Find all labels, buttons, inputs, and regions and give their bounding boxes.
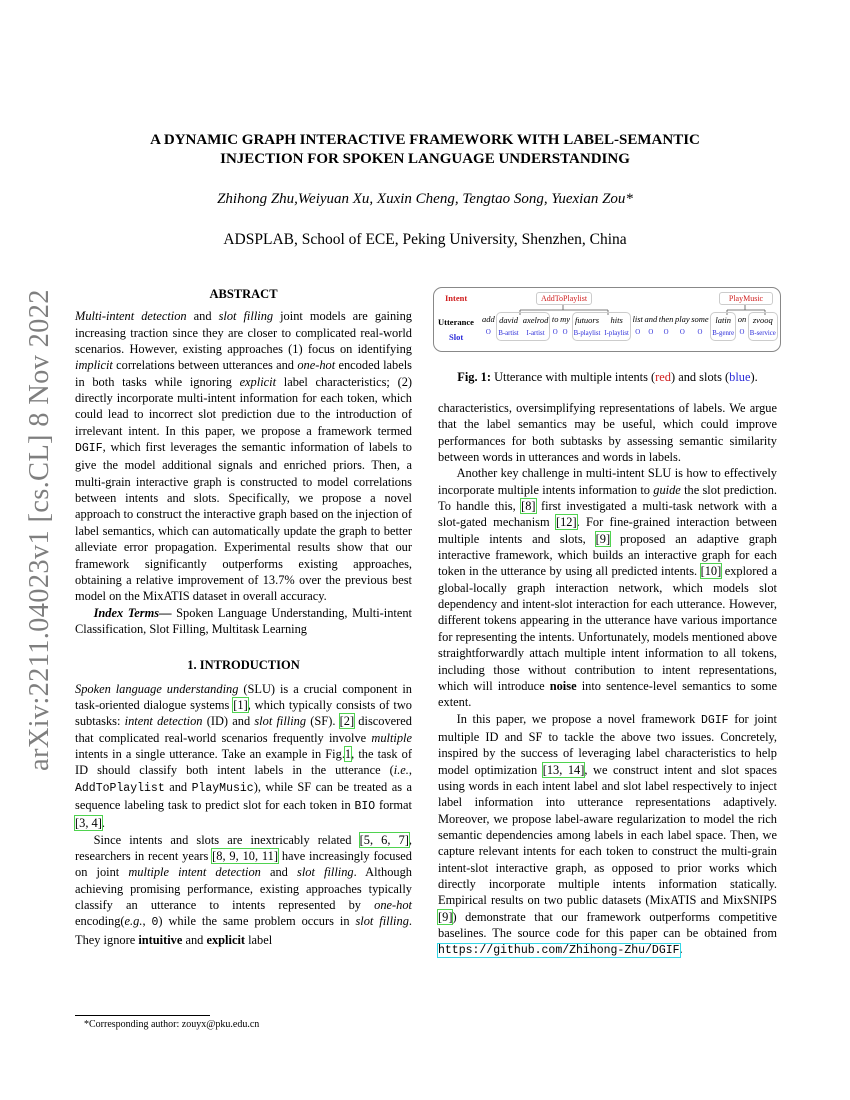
token-slot-label: O <box>562 329 568 336</box>
text-run: , researchers in recent years <box>75 832 413 863</box>
token <box>644 312 657 341</box>
code-term: PlayMusic <box>191 781 254 795</box>
text-run: , <box>408 763 412 778</box>
footnote: *Corresponding author: zouyx@pku.edu.cn <box>84 1019 260 1030</box>
token <box>498 313 518 340</box>
text-run: characteristics, oversimplifying representations of labels. We argue that the label semantics may be useful, which could improve performances for both subtasks by assessing semantic similarity between words in utterances and words in labels. <box>438 401 777 465</box>
text-run: implicit <box>75 358 113 373</box>
token-word: add <box>482 314 495 324</box>
paragraph <box>75 605 412 638</box>
token-slot-label: I-playlist <box>604 330 629 337</box>
text-run: ) demonstrate that our framework outperforms competitive baselines. The source code for this paper can be obtained from <box>438 909 777 940</box>
token-group <box>482 312 495 341</box>
token-slot-label: O <box>663 329 669 336</box>
token-word: zvooq <box>752 315 773 325</box>
text-run: correlations between utterances and <box>112 358 298 373</box>
text-run: . For fine-grained interaction between multiple intents and slots, <box>438 515 777 546</box>
text-run: slot filling <box>218 309 274 324</box>
citation-link[interactable]: [8, 9, 10, 11] <box>212 849 278 863</box>
citation-link[interactable]: [8] <box>521 499 536 514</box>
text-run: ) while the same problem occurs in <box>158 914 356 929</box>
token-word: list <box>632 314 643 324</box>
citation-link[interactable]: 1 <box>344 746 352 761</box>
source-code-link[interactable]: https://github.com/Zhihong-Zhu/DGIF <box>438 944 680 958</box>
token-slot-label: O <box>635 329 641 336</box>
token-group <box>659 312 674 341</box>
authors: Zhihong Zhu,Weiyuan Xu, Xuxin Cheng, Tengtao Song, Yuexian Zou* <box>217 191 633 207</box>
code-term: DGIF <box>75 442 103 456</box>
token-group <box>496 312 550 341</box>
paper-title <box>60 131 790 169</box>
token-word: futuors <box>574 315 600 325</box>
token <box>482 312 495 341</box>
token-slot-label: O <box>697 329 703 336</box>
text-run: and <box>182 932 207 947</box>
text-run: . Although achieving promising performance, existing approaches typically classify an utterance to intents represented by <box>75 865 412 913</box>
text-run: explicit <box>206 932 246 947</box>
text-run: intuitive <box>138 932 183 947</box>
text-run: Multi-intent detection <box>75 309 187 324</box>
token-word: latin <box>715 315 731 325</box>
token-group <box>633 312 643 341</box>
text-run: noise <box>549 678 577 693</box>
intent-box-playmusic: PlayMusic <box>719 292 773 305</box>
citation-link[interactable]: [10] <box>700 564 722 579</box>
text-run: ) and slots ( <box>670 370 730 384</box>
token <box>633 312 643 341</box>
text-run: slot filling <box>254 714 307 729</box>
text-run: ). <box>750 370 758 384</box>
paragraph <box>438 465 777 710</box>
token-slot-label: B-genre <box>712 330 735 337</box>
text-run: In this paper, we propose a novel framework <box>456 711 701 726</box>
paragraph <box>75 308 412 604</box>
token-slot-label: O <box>485 329 491 336</box>
text-run: , which typically consists of two subtasks: <box>75 697 412 729</box>
token-slot-label: B-service <box>749 330 776 337</box>
token <box>675 312 690 341</box>
row-label-intent: Intent <box>445 293 468 303</box>
title-line-1: A DYNAMIC GRAPH INTERACTIVE FRAMEWORK WITH LABEL-SEMANTIC <box>150 132 700 148</box>
text-run: and <box>164 779 192 794</box>
token <box>574 313 601 340</box>
footnote-rule <box>75 1015 210 1016</box>
text-run: . <box>101 816 105 831</box>
citation-link[interactable]: [13, 14] <box>542 762 585 777</box>
text-run: proposed an adaptive graph interactive framework, which builds an interactive graph for each token in the utterance by using all predicted intents. <box>438 531 777 579</box>
paragraph <box>438 400 777 465</box>
citation-link[interactable]: [12] <box>555 515 577 530</box>
token <box>691 312 708 341</box>
text-run: for joint multiple ID and SF to tackle the above two issues. Concretely, inspired by the success of leveraging label characteristics to help model optimization <box>438 711 777 777</box>
figure-1 <box>433 287 781 352</box>
text-run: , the task of ID should classify both intent labels in the utterance ( <box>75 746 412 778</box>
token-word: my <box>560 314 571 324</box>
token-group <box>675 312 690 341</box>
citation-link[interactable]: [3, 4] <box>75 816 102 831</box>
token-group <box>644 312 657 341</box>
token-group <box>748 312 778 341</box>
text-run: blue <box>729 370 751 384</box>
token <box>552 312 559 341</box>
text-run: encoding( <box>75 914 125 929</box>
token-slot-label: B-artist <box>498 330 519 337</box>
text-run: i.e. <box>393 763 409 778</box>
token-word: axelrod <box>522 315 549 325</box>
code-term: DGIF <box>700 713 729 727</box>
token-group <box>552 312 559 341</box>
text-run: , <box>142 914 152 929</box>
text-run: guide <box>653 482 681 497</box>
text-run: and <box>186 309 219 324</box>
token-word: and <box>644 314 658 324</box>
text-run: format <box>375 797 412 812</box>
token-slot-label: O <box>552 329 558 336</box>
citation-link[interactable]: [9] <box>595 531 611 546</box>
abstract-body <box>75 308 412 637</box>
token-group <box>572 312 631 341</box>
row-label-utterance: Utterance <box>438 317 474 327</box>
token-group <box>691 312 708 341</box>
token-word: some <box>691 314 709 324</box>
text-run: Spoken language understanding <box>75 681 239 696</box>
text-run: (SF). <box>306 714 340 729</box>
token-word: david <box>499 315 518 325</box>
text-run: Spoken Language Understanding, Multi-intent Classification, Slot Filling, Multitask Learning <box>75 605 412 636</box>
token-word: hits <box>610 315 623 325</box>
right-column <box>438 400 777 960</box>
text-run: multiple <box>371 730 412 745</box>
citation-link[interactable]: [5, 6, 7] <box>359 832 409 847</box>
token-slot-label: O <box>739 329 745 336</box>
text-run: Index Terms <box>93 605 160 620</box>
token <box>750 313 776 340</box>
text-run: (ID) and <box>202 714 255 729</box>
token-group <box>560 312 570 341</box>
token <box>659 312 674 341</box>
text-run: — <box>159 605 177 620</box>
text-run: Fig. 1: <box>457 370 491 384</box>
token <box>604 313 629 340</box>
text-run: the slot prediction. To handle this, <box>438 482 777 514</box>
text-run: Utterance with multiple intents ( <box>491 370 656 384</box>
intent-box-addtoplaylist: AddToPlaylist <box>536 292 592 305</box>
text-run: first investigated a multi-task network with a slot-gated mechanism <box>438 499 777 530</box>
token-word: to <box>551 314 559 324</box>
token-word: play <box>675 314 690 324</box>
code-term: BIO <box>354 799 376 813</box>
token <box>560 312 570 341</box>
code-term: 0 <box>151 916 159 930</box>
token-group <box>738 312 747 341</box>
code-term: AddToPlaylist <box>75 781 165 795</box>
text-run: intents in a single utterance. Take an example in Fig. <box>75 746 345 761</box>
title-line-2: INJECTION FOR SPOKEN LANGUAGE UNDERSTANDING <box>220 151 630 167</box>
paragraph <box>75 832 412 948</box>
text-run: Another key challenge in multi-intent SLU is how to effectively incorporate multiple intents information to <box>438 466 777 497</box>
text-run: into sentence-level semantics to some extent. <box>438 678 777 710</box>
intro-heading: 1. INTRODUCTION <box>187 658 300 673</box>
text-run: one-hot <box>297 358 336 373</box>
affiliation: ADSPLAB, School of ECE, Peking University, Shenzhen, China <box>223 231 627 248</box>
text-run: label characteristics; (2) directly incorporate multi-intent information for each token, which could lead to incorrect slot prediction due to the introduction of irrelevant intent. In this paper, we propose a framework termed <box>75 374 413 438</box>
figure-caption <box>438 370 777 385</box>
token-group <box>710 312 736 341</box>
abstract-heading: ABSTRACT <box>209 287 278 301</box>
intro-body <box>75 681 412 949</box>
citation-link[interactable]: [1] <box>233 697 248 712</box>
text-run: intent detection <box>124 714 203 729</box>
token-slot-label: O <box>679 329 685 336</box>
token <box>738 312 747 341</box>
text-run: Since intents and slots are inextricably related <box>93 832 360 847</box>
token-slot-label: I-artist <box>526 330 545 337</box>
left-column <box>75 286 412 948</box>
text-run: . <box>679 942 683 957</box>
text-run: joint models are gaining increasing traction since they are closer to complicated real-world scenarios. However, existing approaches (1) focus on identifying <box>75 309 412 357</box>
text-run: discovered that complicated real-world scenarios frequently involve <box>75 714 412 745</box>
text-run: red <box>655 370 671 384</box>
citation-link[interactable]: [2] <box>339 714 355 729</box>
token-word: on <box>737 314 747 324</box>
text-run: e.g. <box>124 914 143 929</box>
text-run: slot filling <box>355 914 409 929</box>
text-run: , which first leverages the semantic information of labels to give the model additional signals and enriched priors. Then, a multi-grain interactive graph is constructed to model correlations between intents and slots. Specifically, we propose a novel approach to construct the interactive graph based on the injection of label semantics, which can automatically update the graph to better alleviate error propagation. Experimental results show that our framework significantly outperforms existing approaches, obtaining a relative improvement of 13.7% over the previous best model on the MixATIS dataset in overall accuracy. <box>75 440 412 604</box>
token-slot-label: B-playlist <box>573 330 601 337</box>
token-word: then <box>658 314 674 324</box>
text-run: slot filling <box>297 865 354 880</box>
text-run: have increasingly focused on joint <box>75 849 412 880</box>
text-run: multiple intent detection <box>128 865 261 880</box>
text-run: and <box>260 865 297 880</box>
token <box>712 313 734 340</box>
text-run: ), while SF can be treated as a sequence labeling task to predict slot for each token in <box>75 779 412 812</box>
text-run: label <box>245 932 273 947</box>
text-run: explicit <box>239 374 277 389</box>
text-run: . They ignore <box>75 914 413 947</box>
row-label-slot: Slot <box>449 332 464 342</box>
token-slot-label: O <box>648 329 654 336</box>
text-run: explored a global-locally graph interaction network, which models slot dependency and intent-slot interaction for each utterance. However, different tokens appearing in the utterance have various importance for representing the intents. Unfortunately, models mentioned above straightforwardly attach multiple intent information to all tokens, including those without contribution to intent representations, which will introduce <box>438 564 777 693</box>
paragraph <box>438 711 777 960</box>
citation-link[interactable]: [9] <box>438 909 453 924</box>
utterance-row <box>482 312 778 341</box>
text-run: encoded labels in both tasks while ignoring <box>75 358 412 389</box>
text-run: , we construct intent and slot spaces using words in each intent label and slot label respectively to inject label information into utterance representations adaptively. Moreover, we propose label-aware regularization to model the rich semantic dependencies among labels in each label space. Then, we capture relevant intents for each token to construct the multi-grain intent-slot interactive graph, as opposed to prior works which directly incorporate multiple intents information statically. Empirical results on two public datasets (MixATIS and MixSNIPS <box>438 762 777 908</box>
text-run: (SLU) is a crucial component in task-oriented dialogue systems <box>75 681 412 712</box>
arxiv-stamp: arXiv:2211.04023v1 [cs.CL] 8 Nov 2022 <box>24 289 55 771</box>
paragraph <box>75 681 412 832</box>
token <box>523 313 549 340</box>
text-run: one-hot <box>374 898 412 913</box>
